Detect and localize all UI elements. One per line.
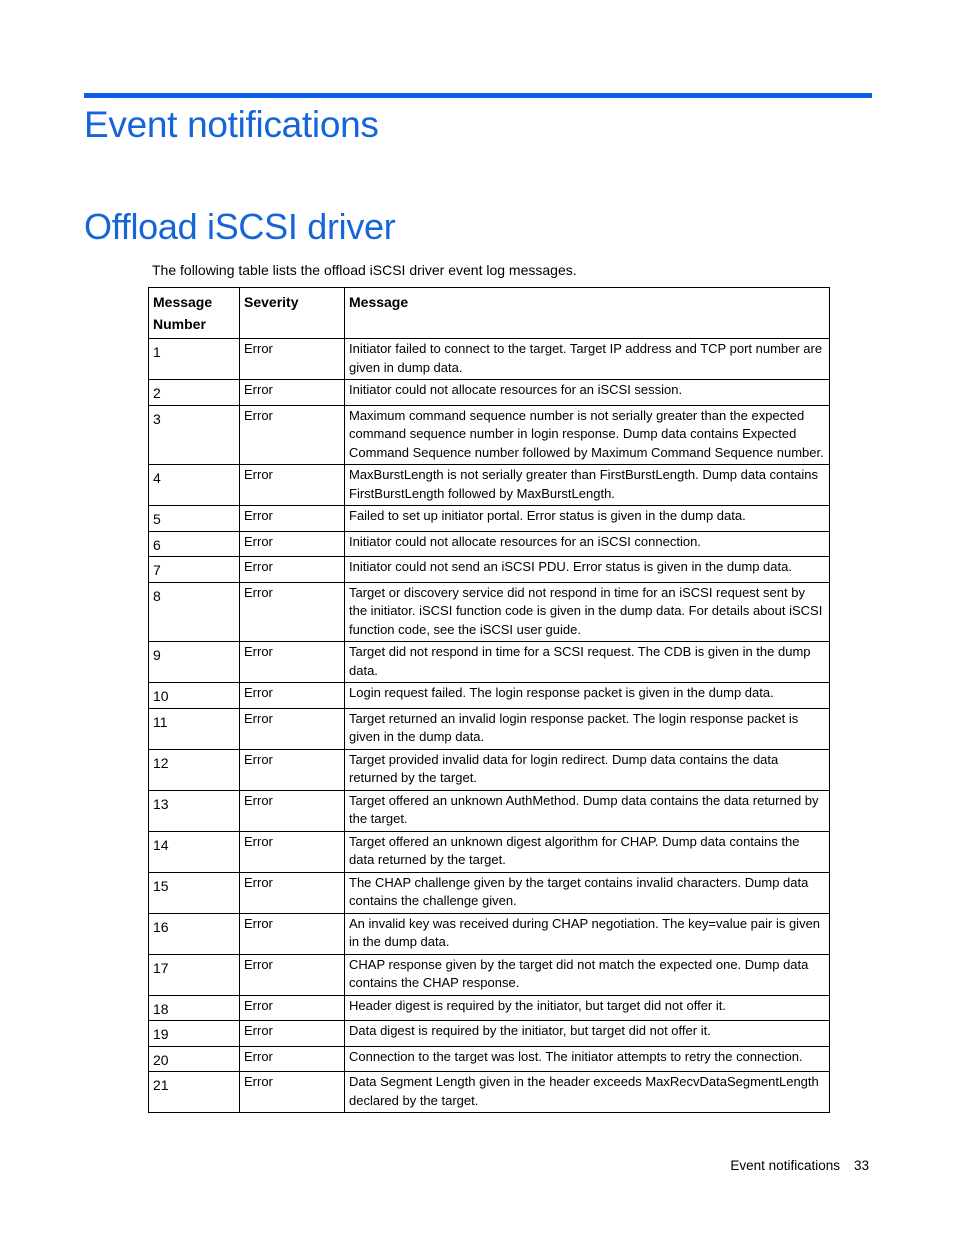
table-row: [149, 557, 830, 583]
severity-cell: Error: [240, 831, 345, 872]
message-cell: Login request failed. The login response packet is given in the dump data.: [345, 683, 830, 709]
table-row: [149, 790, 830, 831]
message-number-cell: 1: [149, 339, 240, 380]
table-row: [149, 1072, 830, 1113]
severity-cell: Error: [240, 683, 345, 709]
table-row: [149, 708, 830, 749]
message-cell: MaxBurstLength is not serially greater than FirstBurstLength. Dump data contains FirstBurstLength followed by MaxBurstLength.: [345, 465, 830, 506]
intro-text: The following table lists the offload iSCSI driver event log messages.: [152, 262, 577, 278]
message-cell: Target or discovery service did not respond in time for an iSCSI request sent by the initiator. iSCSI function code is given in the dump data. For details about iSCSI function code, see the iSCSI user guide.: [345, 582, 830, 642]
message-cell: Initiator could not allocate resources for an iSCSI session.: [345, 380, 830, 406]
message-number-cell: 17: [149, 954, 240, 995]
severity-cell: Error: [240, 913, 345, 954]
severity-cell: Error: [240, 582, 345, 642]
chapter-title: Event notifications: [84, 104, 379, 145]
table-row: [149, 1046, 830, 1072]
severity-cell: Error: [240, 506, 345, 532]
header-message-number: Message Number: [149, 288, 240, 339]
message-number-cell: 5: [149, 506, 240, 532]
severity-cell: Error: [240, 749, 345, 790]
message-cell: Data digest is required by the initiator, but target did not offer it.: [345, 1021, 830, 1047]
message-cell: Initiator could not allocate resources for an iSCSI connection.: [345, 531, 830, 557]
message-number-cell: 20: [149, 1046, 240, 1072]
header-severity: Severity: [240, 288, 345, 339]
header-message: Message: [345, 288, 830, 339]
message-cell: The CHAP challenge given by the target contains invalid characters. Dump data contains the challenge given.: [345, 872, 830, 913]
table-row: [149, 683, 830, 709]
message-number-cell: 16: [149, 913, 240, 954]
severity-cell: Error: [240, 405, 345, 465]
table-row: [149, 405, 830, 465]
message-cell: Target provided invalid data for login redirect. Dump data contains the data returned by the target.: [345, 749, 830, 790]
table-row: [149, 872, 830, 913]
severity-cell: Error: [240, 339, 345, 380]
table-row: [149, 465, 830, 506]
message-number-cell: 4: [149, 465, 240, 506]
severity-cell: Error: [240, 557, 345, 583]
page-number: 33: [853, 1158, 869, 1173]
message-number-cell: 11: [149, 708, 240, 749]
table-row: [149, 831, 830, 872]
severity-cell: Error: [240, 1046, 345, 1072]
message-number-cell: 9: [149, 642, 240, 683]
message-number-cell: 12: [149, 749, 240, 790]
table-row: [149, 954, 830, 995]
severity-cell: Error: [240, 1072, 345, 1113]
message-number-cell: 15: [149, 872, 240, 913]
message-cell: Target offered an unknown AuthMethod. Dump data contains the data returned by the target.: [345, 790, 830, 831]
message-number-cell: 18: [149, 995, 240, 1021]
severity-cell: Error: [240, 642, 345, 683]
severity-cell: Error: [240, 380, 345, 406]
table-header-row: [149, 288, 830, 339]
table-row: [149, 913, 830, 954]
message-number-cell: 13: [149, 790, 240, 831]
message-number-cell: 10: [149, 683, 240, 709]
table-row: [149, 1021, 830, 1047]
message-number-cell: 19: [149, 1021, 240, 1047]
message-cell: Data Segment Length given in the header exceeds MaxRecvDataSegmentLength declared by the target.: [345, 1072, 830, 1113]
message-number-cell: 2: [149, 380, 240, 406]
section-title: Offload iSCSI driver: [84, 206, 396, 247]
severity-cell: Error: [240, 465, 345, 506]
message-cell: Maximum command sequence number is not serially greater than the expected command sequence number in login response. Dump data contains Expected Command Sequence number followed by Maximum Command Sequence number.: [345, 405, 830, 465]
message-cell: CHAP response given by the target did not match the expected one. Dump data contains the CHAP response.: [345, 954, 830, 995]
message-cell: Header digest is required by the initiator, but target did not offer it.: [345, 995, 830, 1021]
table-row: [149, 642, 830, 683]
severity-cell: Error: [240, 954, 345, 995]
severity-cell: Error: [240, 1021, 345, 1047]
message-cell: An invalid key was received during CHAP negotiation. The key=value pair is given in the dump data.: [345, 913, 830, 954]
message-number-cell: 3: [149, 405, 240, 465]
message-cell: Target did not respond in time for a SCSI request. The CDB is given in the dump data.: [345, 642, 830, 683]
message-number-cell: 21: [149, 1072, 240, 1113]
message-cell: Target offered an unknown digest algorithm for CHAP. Dump data contains the data returned by the target.: [345, 831, 830, 872]
message-number-cell: 6: [149, 531, 240, 557]
message-number-cell: 14: [149, 831, 240, 872]
message-cell: Initiator could not send an iSCSI PDU. Error status is given in the dump data.: [345, 557, 830, 583]
severity-cell: Error: [240, 995, 345, 1021]
table-row: [149, 582, 830, 642]
table-row: [149, 506, 830, 532]
table-row: [149, 339, 830, 380]
chapter-rule: [84, 93, 872, 98]
footer-section-label: Event notifications: [730, 1158, 840, 1173]
message-number-cell: 8: [149, 582, 240, 642]
table-row: [149, 531, 830, 557]
table-body: [149, 339, 830, 1113]
message-number-cell: 7: [149, 557, 240, 583]
table-row: [149, 380, 830, 406]
message-cell: Connection to the target was lost. The initiator attempts to retry the connection.: [345, 1046, 830, 1072]
page-footer: [730, 1158, 869, 1173]
message-cell: Initiator failed to connect to the target. Target IP address and TCP port number are given in dump data.: [345, 339, 830, 380]
table-row: [149, 749, 830, 790]
severity-cell: Error: [240, 531, 345, 557]
severity-cell: Error: [240, 790, 345, 831]
severity-cell: Error: [240, 872, 345, 913]
event-log-table: [148, 287, 830, 1113]
severity-cell: Error: [240, 708, 345, 749]
message-cell: Failed to set up initiator portal. Error status is given in the dump data.: [345, 506, 830, 532]
message-cell: Target returned an invalid login response packet. The login response packet is given in the dump data.: [345, 708, 830, 749]
table-row: [149, 995, 830, 1021]
